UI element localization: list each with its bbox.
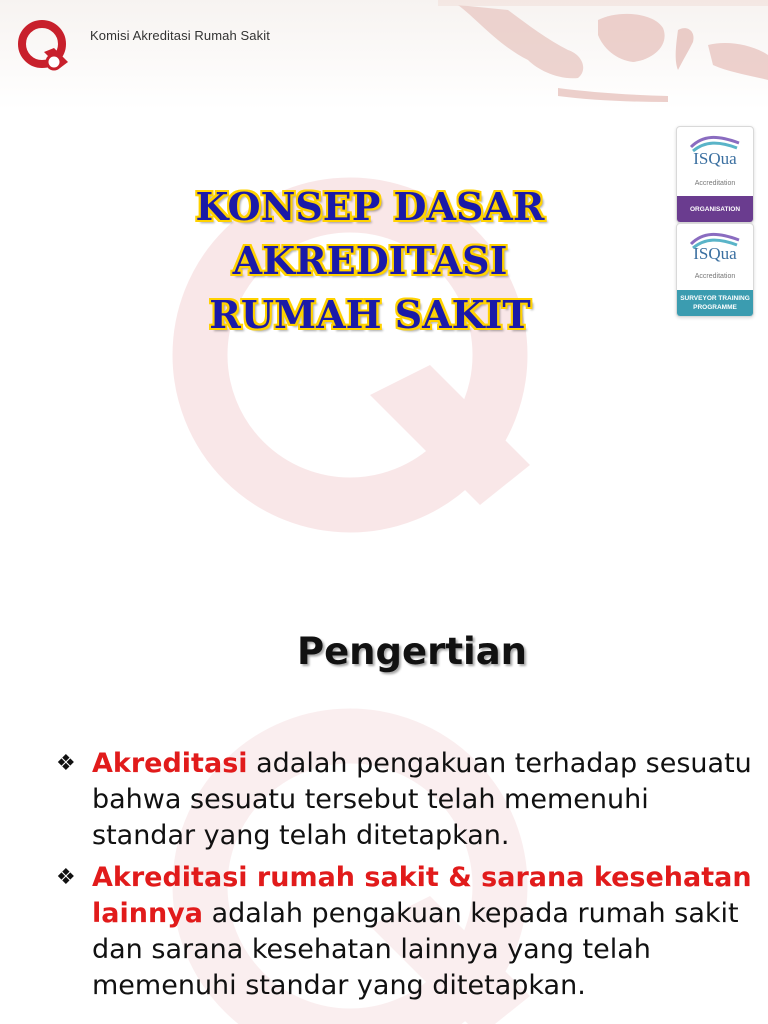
term: Akreditasi rumah sakit & sarana kesehatan lainnya bbox=[92, 862, 752, 929]
definition-slide bbox=[0, 576, 768, 1024]
term: Akreditasi bbox=[92, 748, 248, 779]
kars-logo bbox=[14, 18, 78, 76]
badge-strip bbox=[677, 290, 753, 316]
definition-text: adalah pengakuan kepada rumah sakit dan sarana kesehatan lainnya yang telah memenuhi standar yang ditetapkan. bbox=[92, 898, 739, 1001]
badge-strip: ORGANISATION bbox=[677, 196, 753, 222]
indonesia-map-graphic bbox=[438, 0, 768, 110]
diamond-bullet-icon: ❖ bbox=[56, 865, 76, 890]
badge-brand: ISQua bbox=[693, 244, 737, 263]
diamond-bullet-icon: ❖ bbox=[56, 751, 76, 776]
badge-strip-line-1: SURVEYOR TRAINING bbox=[680, 295, 750, 302]
isqua-organisation-badge bbox=[676, 126, 754, 223]
slide-title bbox=[140, 180, 600, 342]
badge-strip-line-2: PROGRAMME bbox=[693, 304, 737, 311]
title-line-3: RUMAH SAKIT bbox=[209, 292, 531, 337]
title-line-1: KONSEP DASAR bbox=[195, 184, 545, 229]
definition-text: adalah pengakuan terhadap sesuatu bahwa sesuatu tersebut telah memenuhi standar yang telah ditetapkan. bbox=[92, 748, 752, 851]
badge-brand: ISQua bbox=[693, 149, 737, 168]
list-item bbox=[56, 746, 756, 854]
list-item bbox=[56, 860, 756, 1004]
org-name: Komisi Akreditasi Rumah Sakit bbox=[90, 28, 270, 43]
slide-heading: Pengertian bbox=[296, 630, 528, 673]
definition-list bbox=[56, 746, 756, 1010]
title-line-2: AKREDITASI bbox=[232, 238, 508, 283]
badge-sub: Accreditation bbox=[694, 273, 736, 280]
isqua-surveyor-badge bbox=[676, 223, 754, 317]
badge-sub: Accreditation bbox=[694, 180, 736, 187]
